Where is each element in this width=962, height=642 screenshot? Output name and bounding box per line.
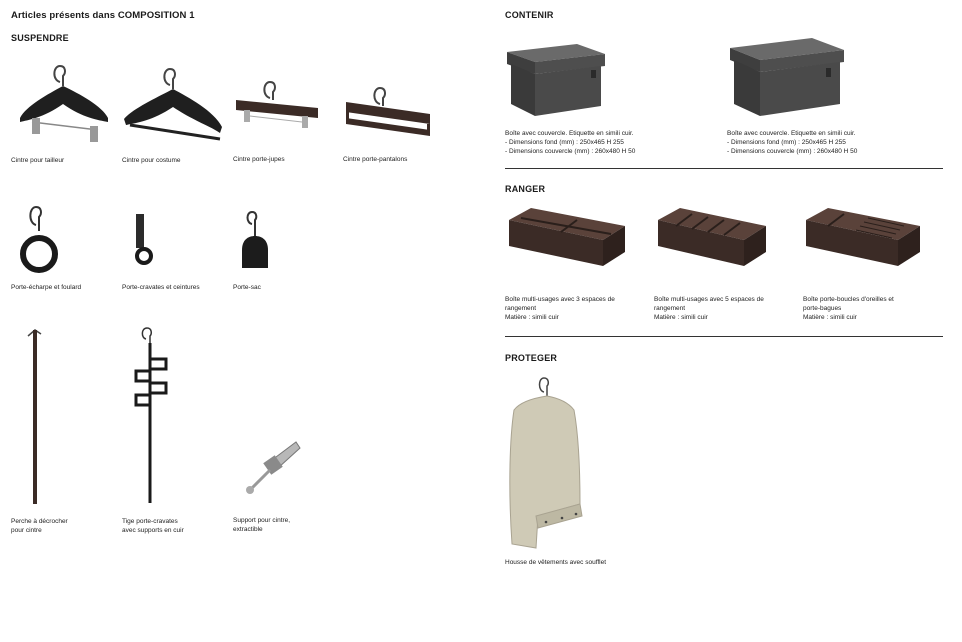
- caption-garment-bag: Housse de vêtements avec soufflet: [505, 559, 607, 566]
- section-title-contenir: CONTENIR: [505, 10, 554, 20]
- trouser-hanger-icon: [344, 84, 432, 144]
- caption-hanger-pole: Perche à décrocher pour cintre: [11, 518, 68, 534]
- caption-tray-5: Boîte multi-usages avec 5 espaces de rangement Matière : simili cuir: [654, 296, 764, 321]
- divider: [505, 168, 943, 169]
- caption-extractable-support: Support pour cintre, extractible: [233, 517, 291, 533]
- caption-skirt-hanger: Cintre porte-jupes: [233, 156, 285, 163]
- caption-bag-holder: Porte-sac: [233, 284, 261, 291]
- section-title-suspendre: SUSPENDRE: [11, 33, 69, 43]
- caption-tray-3: Boîte multi-usages avec 3 espaces de rangement Matière : simili cuir: [505, 296, 615, 321]
- tailor-hanger-icon: [18, 60, 113, 145]
- storage-box-icon: [505, 40, 607, 118]
- caption-jewelry-tray: Boîte porte-boucles d'oreilles et porte-bagues Matière : simili cuir: [803, 296, 894, 321]
- jewelry-tray-icon: [804, 206, 922, 268]
- section-title-ranger: RANGER: [505, 184, 546, 194]
- tie-belt-holder-icon: [132, 214, 156, 270]
- caption-scarf-holder: Porte-écharpe et foulard: [11, 284, 82, 291]
- caption-tie-rod: Tige porte-cravates avec supports en cuir: [122, 518, 184, 534]
- tie-rod-icon: [132, 327, 172, 505]
- skirt-hanger-icon: [234, 78, 320, 143]
- hanger-pole-icon: [25, 328, 45, 506]
- caption-tie-belt-holder: Porte-cravates et ceintures: [122, 284, 200, 291]
- caption-suit-hanger: Cintre pour costume: [122, 157, 181, 164]
- caption-box-2: Boîte avec couvercle. Etiquette en simili cuir. - Dimensions fond (mm) : 250x465 H 255 - Dimensions couvercle (mm) : 260x480 H 50: [727, 130, 858, 155]
- page-title: Articles présents dans COMPOSITION 1: [11, 10, 195, 21]
- tray-5-compartments-icon: [656, 206, 768, 268]
- suit-hanger-icon: [122, 63, 227, 148]
- storage-box-icon: [728, 34, 846, 118]
- garment-bag-icon: [506, 376, 586, 552]
- bag-holder-icon: [238, 210, 270, 272]
- scarf-holder-icon: [18, 205, 58, 277]
- divider: [505, 336, 943, 337]
- caption-tailor-hanger: Cintre pour tailleur: [11, 157, 65, 164]
- caption-trouser-hanger: Cintre porte-pantalons: [343, 156, 408, 163]
- caption-box-1: Boîte avec couvercle. Etiquette en simili cuir. - Dimensions fond (mm) : 250x465 H 255 - Dimensions couvercle (mm) : 260x480 H 50: [505, 130, 636, 155]
- extractable-support-icon: [242, 438, 302, 498]
- tray-3-compartments-icon: [507, 206, 627, 268]
- section-title-proteger: PROTEGER: [505, 353, 558, 363]
